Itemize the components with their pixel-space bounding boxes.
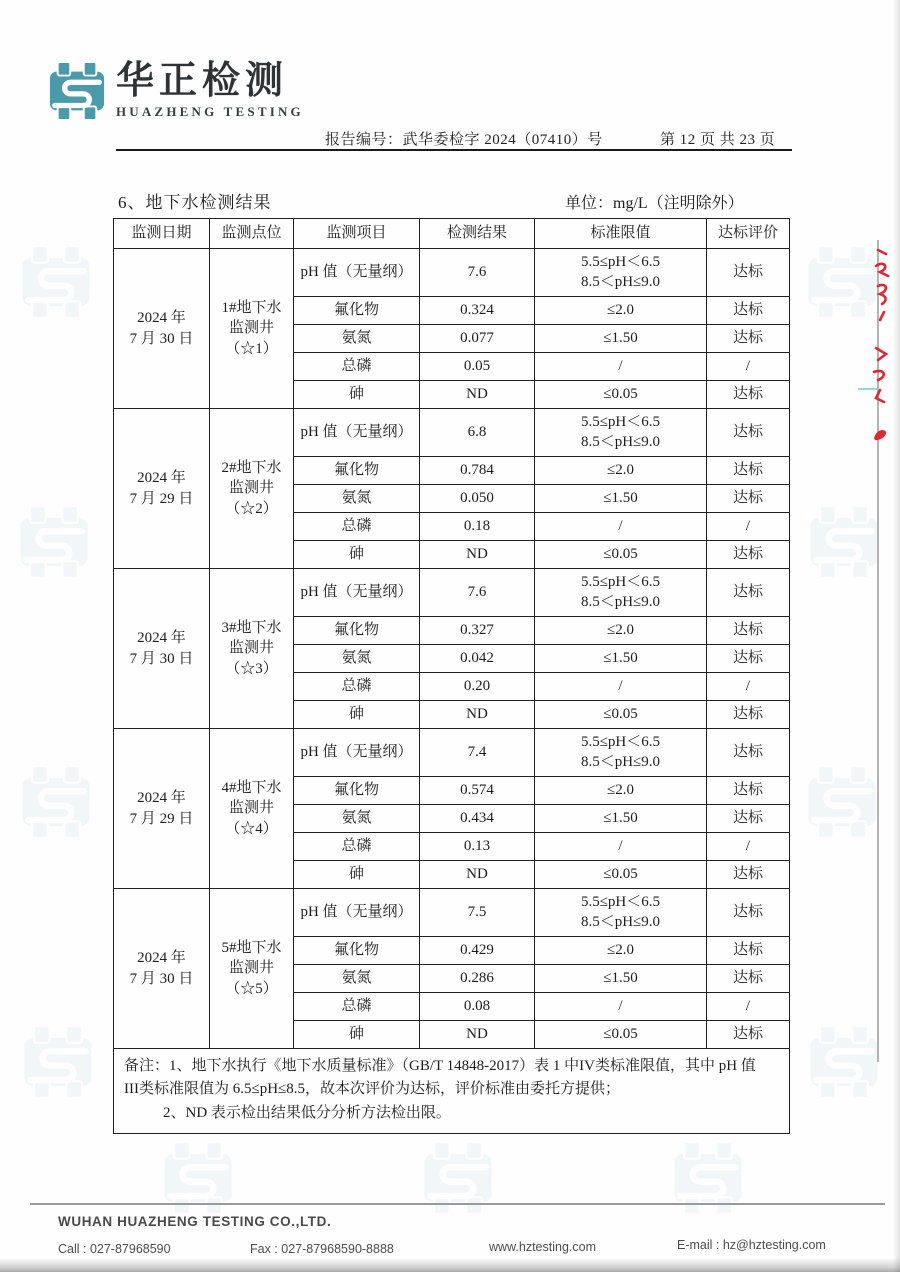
cell-date: 2024 年 7 月 30 日 [114,249,210,409]
cell-point: 1#地下水 监测井 （☆1） [210,249,294,409]
footer-website: www.hztesting.com [489,1240,596,1254]
results-table [113,218,790,1134]
cell-eval: 达标 [707,729,790,777]
cell-item: 氟化物 [294,297,420,325]
cell-result: 0.042 [420,645,535,673]
cell-item: pH 值（无量纲） [294,569,420,617]
column-header: 监测项目 [294,219,420,249]
watermark-logo [22,1026,94,1103]
scan-right-shadow [893,0,900,1272]
cell-item: 砷 [294,541,420,569]
cell-eval: / [707,993,790,1021]
table-header-row [114,219,790,249]
page-indicator: 第 12 页 共 23 页 [660,132,776,148]
cell-result: 0.08 [420,993,535,1021]
cell-item: 砷 [294,381,420,409]
cell-item: 氨氮 [294,485,420,513]
footer-divider [30,1203,885,1205]
cell-date: 2024 年 7 月 29 日 [114,409,210,569]
cell-item: pH 值（无量纲） [294,889,420,937]
company-brand [48,62,304,120]
watermark-logo [18,506,90,583]
cell-result: 0.050 [420,485,535,513]
cell-date: 2024 年 7 月 30 日 [114,889,210,1049]
cell-result: 6.8 [420,409,535,457]
watermark-logo [806,766,878,843]
cell-limit: 5.5≤pH＜6.5 8.5＜pH≤9.0 [535,569,707,617]
cell-item: 氟化物 [294,457,420,485]
table-row [114,409,790,457]
cell-eval: 达标 [707,645,790,673]
cell-eval: 达标 [707,297,790,325]
cell-eval: 达标 [707,617,790,645]
cell-result: ND [420,1021,535,1049]
cell-limit: ≤0.05 [535,541,707,569]
brand-name-en: HUAZHENG TESTING [116,103,304,119]
watermark-logo [806,246,878,323]
cell-item: 总磷 [294,833,420,861]
cell-eval: 达标 [707,485,790,513]
cell-limit: ≤0.05 [535,1021,707,1049]
cell-result: 0.574 [420,777,535,805]
cell-eval: 达标 [707,249,790,297]
cell-result: 0.05 [420,353,535,381]
table-row [114,569,790,617]
cell-limit: / [535,833,707,861]
cell-eval: 达标 [707,937,790,965]
cell-item: 砷 [294,701,420,729]
cell-date: 2024 年 7 月 30 日 [114,569,210,729]
cell-eval: 达标 [707,777,790,805]
cell-result: 0.324 [420,297,535,325]
huazheng-logo-icon [48,62,106,120]
cell-eval: 达标 [707,569,790,617]
cell-limit: ≤0.05 [535,381,707,409]
cell-eval: 达标 [707,965,790,993]
watermark-logo [20,246,92,323]
cell-result: 0.20 [420,673,535,701]
cell-result: 7.6 [420,569,535,617]
cell-item: 氨氮 [294,965,420,993]
cell-eval: 达标 [707,325,790,353]
cell-limit: / [535,353,707,381]
cell-eval: / [707,513,790,541]
report-number: 报告编号：武华委检字 2024（07410）号 [325,132,603,148]
footer-phone: Call : 027-87968590 [58,1242,171,1256]
cell-eval: 达标 [707,889,790,937]
cell-item: 总磷 [294,993,420,1021]
cell-limit: ≤1.50 [535,325,707,353]
cell-item: 氟化物 [294,937,420,965]
cell-result: 0.784 [420,457,535,485]
section-title: 6、地下水检测结果 [118,193,272,212]
cell-notes: 备注：1、地下水执行《地下水质量标准》（GB/T 14848-2017）表 1 中IV类标准限值，其中 pH 值 III类标准限值为 6.5≤pH≤8.5，故本次评价为达标，评价标准由委托方提供； 2、ND 表示检出结果低分分析方法检出限。 [114,1049,790,1134]
cell-result: ND [420,381,535,409]
watermark-logo [422,1142,494,1219]
cell-eval: 达标 [707,541,790,569]
cell-eval: 达标 [707,409,790,457]
cell-limit: 5.5≤pH＜6.5 8.5＜pH≤9.0 [535,409,707,457]
cell-result: 7.6 [420,249,535,297]
results-tbody [114,249,790,1134]
cell-result: 0.434 [420,805,535,833]
watermark-logo [20,766,92,843]
cell-limit: 5.5≤pH＜6.5 8.5＜pH≤9.0 [535,729,707,777]
cell-item: 氟化物 [294,777,420,805]
cell-limit: ≤2.0 [535,457,707,485]
cell-result: 0.327 [420,617,535,645]
watermark-logo [672,1142,744,1219]
cell-eval: / [707,353,790,381]
cell-item: 砷 [294,861,420,889]
table-row [114,889,790,937]
brand-name-cn: 华正检测 [116,60,289,102]
cell-point: 2#地下水 监测井 （☆2） [210,409,294,569]
cell-limit: 5.5≤pH＜6.5 8.5＜pH≤9.0 [535,889,707,937]
footer-email: E-mail : hz@hztesting.com [677,1238,826,1252]
cell-limit: / [535,673,707,701]
cell-date: 2024 年 7 月 29 日 [114,729,210,889]
column-header: 监测点位 [210,219,294,249]
cell-eval: / [707,833,790,861]
cell-limit: ≤2.0 [535,617,707,645]
footer-fax: Fax : 027-87968590-8888 [250,1242,394,1256]
watermark-logo [808,506,880,583]
cell-result: 0.13 [420,833,535,861]
cell-point: 4#地下水 监测井 （☆4） [210,729,294,889]
cell-item: 总磷 [294,353,420,381]
cell-item: 氨氮 [294,645,420,673]
cell-eval: / [707,673,790,701]
cell-item: 氨氮 [294,805,420,833]
cell-eval: 达标 [707,457,790,485]
cell-limit: / [535,513,707,541]
cell-result: ND [420,861,535,889]
unit-note: 单位：mg/L（注明除外） [565,195,744,212]
cell-eval: 达标 [707,861,790,889]
column-header: 达标评价 [707,219,790,249]
scan-bottom-shadow [0,1258,900,1272]
cell-item: 总磷 [294,673,420,701]
cell-item: pH 值（无量纲） [294,249,420,297]
cell-item: 砷 [294,1021,420,1049]
cell-limit: ≤1.50 [535,805,707,833]
red-stamp-fragment [866,342,894,433]
cell-eval: 达标 [707,1021,790,1049]
red-stamp-fragment [870,424,890,449]
cell-result: 0.429 [420,937,535,965]
cell-point: 5#地下水 监测井 （☆5） [210,889,294,1049]
table-row [114,729,790,777]
header-divider [116,149,792,151]
cell-result: 7.4 [420,729,535,777]
cell-item: pH 值（无量纲） [294,729,420,777]
cell-item: 总磷 [294,513,420,541]
cell-limit: / [535,993,707,1021]
cell-limit: ≤1.50 [535,645,707,673]
cell-item: pH 值（无量纲） [294,409,420,457]
cell-point: 3#地下水 监测井 （☆3） [210,569,294,729]
cell-item: 氟化物 [294,617,420,645]
cell-result: 0.077 [420,325,535,353]
column-header: 标准限值 [535,219,707,249]
cell-eval: 达标 [707,701,790,729]
cell-result: ND [420,701,535,729]
footer-company-name: WUHAN HUAZHENG TESTING CO.,LTD. [58,1214,332,1229]
table-row [114,249,790,297]
cell-item: 氨氮 [294,325,420,353]
cell-limit: ≤2.0 [535,297,707,325]
cell-eval: 达标 [707,805,790,833]
cell-result: 0.18 [420,513,535,541]
cell-limit: ≤0.05 [535,701,707,729]
table-notes-row [114,1049,790,1134]
cell-result: ND [420,541,535,569]
results-table-wrap [113,218,790,1134]
watermark-logo [162,1142,234,1219]
column-header: 检测结果 [420,219,535,249]
cell-eval: 达标 [707,381,790,409]
cell-limit: ≤1.50 [535,965,707,993]
cell-limit: ≤1.50 [535,485,707,513]
cell-limit: ≤0.05 [535,861,707,889]
cell-limit: ≤2.0 [535,777,707,805]
cell-result: 0.286 [420,965,535,993]
cell-limit: 5.5≤pH＜6.5 8.5＜pH≤9.0 [535,249,707,297]
cell-result: 7.5 [420,889,535,937]
column-header: 监测日期 [114,219,210,249]
cell-limit: ≤2.0 [535,937,707,965]
watermark-logo [808,1026,880,1103]
